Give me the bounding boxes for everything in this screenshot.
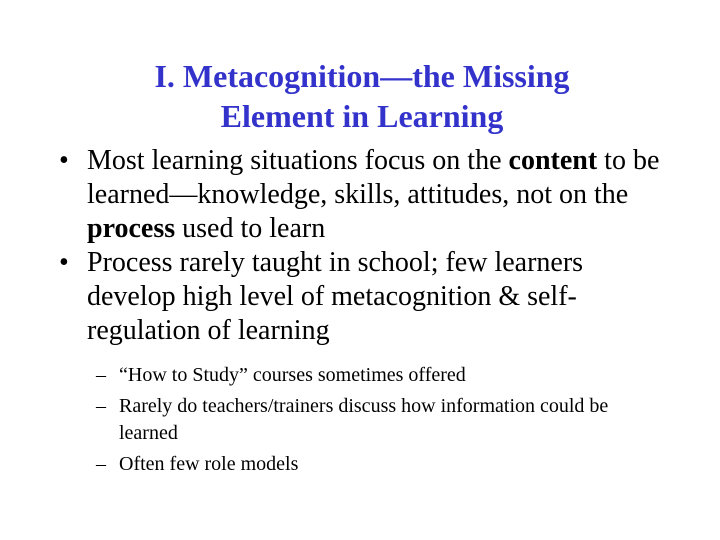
slide-title-line-1: I. Metacognition—the Missing — [154, 58, 570, 94]
bullet-1-bold-content: content — [508, 145, 598, 176]
sub-bullet-marker: – — [96, 453, 106, 475]
bullet-1-text-after: used to learn — [175, 213, 326, 244]
bullet-1-text-middle: to be learned—knowledge, skills, attitudes, not on the — [87, 145, 660, 210]
bullet-list — [56, 144, 676, 348]
bullet-2-text: Process rarely taught in school; few learners develop high level of metacognition & self-regulation of learning — [87, 247, 584, 346]
bullet-item-1 — [56, 144, 676, 246]
sub-bullet-marker: – — [96, 395, 106, 417]
bullet-marker: • — [59, 247, 69, 278]
sub-bullet-3-text: Often few role models — [119, 453, 299, 475]
bullet-item-2 — [56, 246, 676, 348]
sub-bullet-marker: – — [96, 364, 106, 386]
sub-bullet-1-text: “How to Study” courses sometimes offered — [119, 364, 466, 386]
sub-bullet-list — [96, 362, 656, 482]
bullet-1-text-before: Most learning situations focus on the — [87, 145, 509, 176]
sub-bullet-2-text: Rarely do teachers/trainers discuss how information could be learned — [119, 395, 609, 444]
sub-bullet-item-1 — [96, 362, 656, 389]
bullet-1-bold-process: process — [87, 213, 176, 244]
slide-title — [60, 56, 664, 136]
slide-title-line-2: Element in Learning — [220, 98, 504, 134]
sub-bullet-item-2 — [96, 393, 656, 447]
bullet-marker: • — [59, 145, 69, 176]
sub-bullet-item-3 — [96, 451, 656, 478]
